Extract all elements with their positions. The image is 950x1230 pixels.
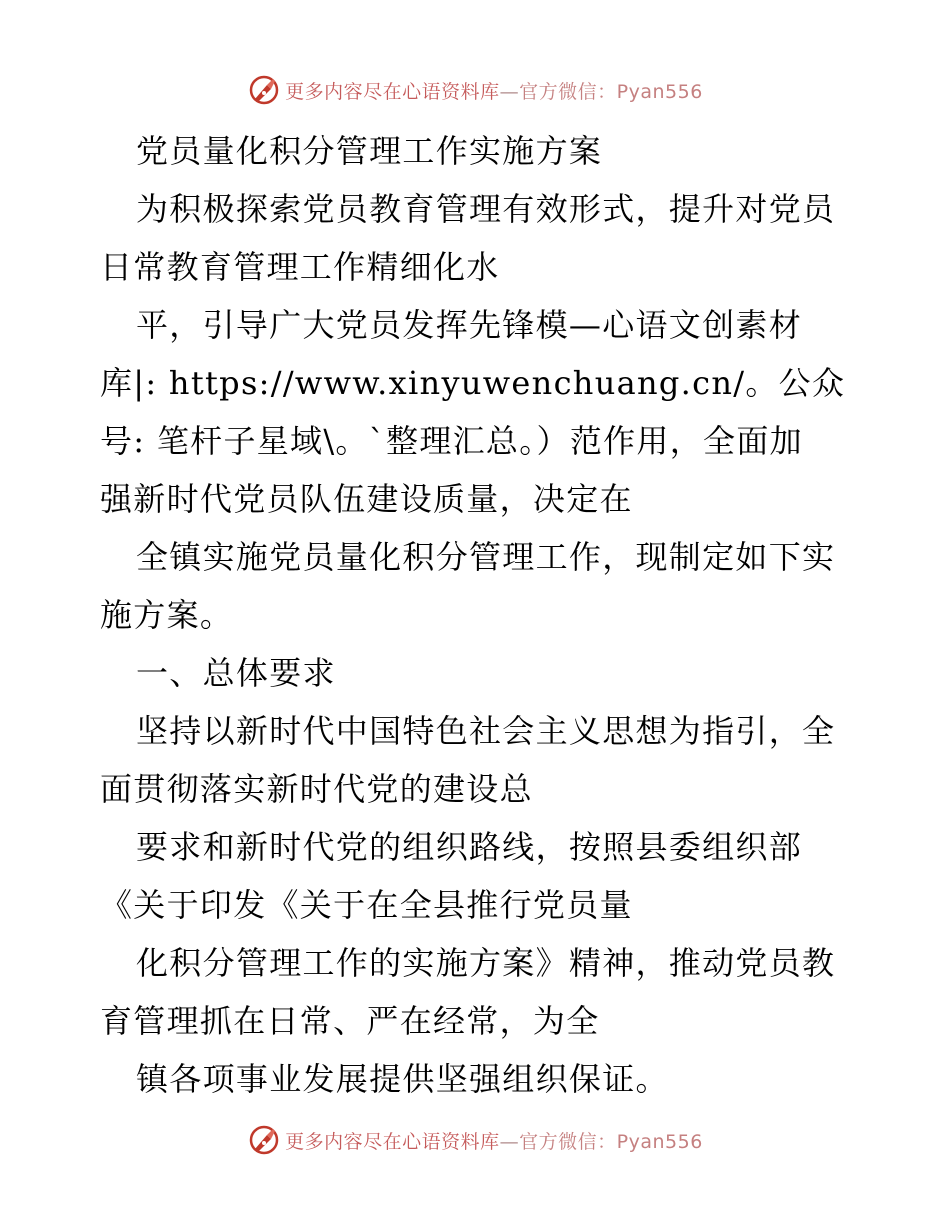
- footer-watermark-banner: [0, 1120, 950, 1160]
- banner-text: [285, 1127, 703, 1154]
- text-line: 镇各项事业发展提供坚强组织保证。: [136, 1060, 669, 1098]
- text-line: 号: 笔杆子星域\。`整理汇总。）范作用，全面加: [100, 422, 803, 460]
- text-line: 化积分管理工作的实施方案》精神，推动党员教: [136, 944, 836, 982]
- text-line-url: 库|: https://www.xinyuwenchuang.cn/。公众: [100, 364, 846, 402]
- banner-text: [285, 77, 703, 104]
- text-line: 平，引导广大党员发挥先锋模—心语文创素材: [136, 306, 803, 344]
- text-line: 施方案。: [100, 596, 234, 634]
- document-title: 党员量化积分管理工作实施方案: [136, 132, 603, 170]
- text-line: 为积极探索党员教育管理有效形式，提升对党员: [136, 190, 836, 228]
- text-line: 坚持以新时代中国特色社会主义思想为指引，全: [136, 712, 836, 750]
- banner-slogan: 更多内容尽在心语资料库: [285, 80, 500, 103]
- text-line: 要求和新时代党的组织路线，按照县委组织部: [136, 828, 803, 866]
- section-heading: 一、总体要求: [136, 654, 336, 692]
- banner-wechat: 官方微信：Pyan556: [519, 1130, 703, 1153]
- header-watermark-banner: [0, 70, 950, 110]
- text-line: 面贯彻落实新时代党的建设总: [100, 770, 533, 808]
- text-line: 育管理抓在日常、严在经常，为全: [100, 1002, 600, 1040]
- text-line: 日常教育管理工作精细化水: [100, 248, 500, 286]
- pen-nib-logo-icon: [247, 73, 281, 107]
- text-line: 强新时代党员队伍建设质量，决定在: [100, 480, 633, 518]
- banner-slogan: 更多内容尽在心语资料库: [285, 1130, 500, 1153]
- pen-nib-logo-icon: [247, 1123, 281, 1157]
- text-line: 全镇实施党员量化积分管理工作，现制定如下实: [136, 538, 836, 576]
- text-line: 《关于印发《关于在全县推行党员量: [100, 886, 633, 924]
- banner-separator: —: [499, 1130, 520, 1153]
- document-body: [100, 122, 860, 1108]
- banner-wechat: 官方微信：Pyan556: [519, 80, 703, 103]
- banner-separator: —: [499, 80, 520, 103]
